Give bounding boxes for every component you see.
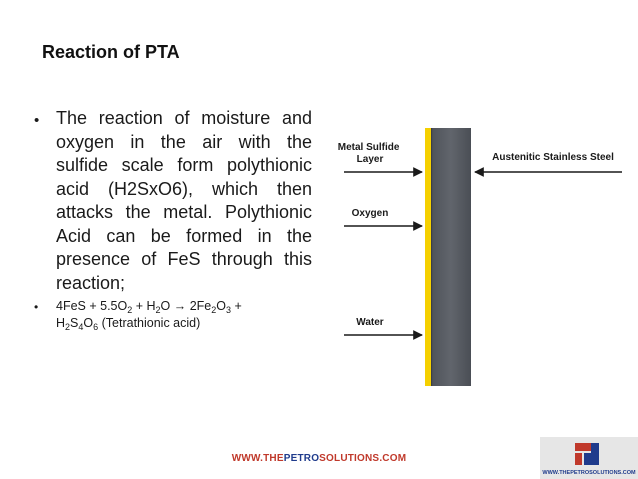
url-part: SOLUTIONS [319, 453, 380, 464]
eq-subscript: 2 [65, 322, 71, 332]
company-logo [540, 437, 638, 479]
logo-text: WWW.THEPETROSOLUTIONS.COM [542, 470, 636, 476]
bullet-item-equation [34, 298, 312, 332]
eq-part: + [231, 299, 242, 313]
steel-plate-edge [431, 128, 432, 386]
bullet-list [34, 107, 312, 332]
chemical-equation [56, 299, 242, 330]
eq-subscript: 4 [78, 322, 84, 332]
eq-part: O → 2Fe [160, 299, 212, 313]
eq-subscript: 6 [93, 322, 99, 332]
url-part: PETRO [283, 453, 320, 464]
label-oxygen: Oxygen [351, 208, 389, 219]
label-water: Water [356, 317, 384, 328]
url-part: WWW.THE [231, 453, 284, 464]
eq-subscript: 2 [155, 305, 161, 315]
metal-sulfide-layer [425, 128, 431, 386]
slide-title: Reaction of PTA [42, 42, 180, 62]
eq-part: 4FeS + 5.5O [56, 299, 128, 313]
url-part: .COM [379, 453, 407, 464]
label-metal-sulfide: Metal Sulfide Layer [337, 142, 400, 165]
bullet-item-reaction [34, 107, 312, 295]
bullet-text: The reaction of moisture and oxygen in the air with the sulfide scale form polythionic acid (H2SxO6), which then attacks the metal. Polythionic Acid can be formed in the presence of FeS through this reaction; [56, 108, 312, 293]
eq-part: + H [132, 299, 156, 313]
eq-part: O [216, 299, 227, 313]
eq-subscript: 2 [211, 305, 217, 315]
bullet-marker: • [34, 300, 39, 314]
eq-part: S [70, 316, 79, 330]
eq-part: (Tetrathionic acid) [98, 316, 201, 330]
pta-diagram [336, 128, 626, 400]
stainless-steel-plate [431, 128, 471, 386]
eq-part: H [56, 316, 66, 330]
eq-part: O [83, 316, 94, 330]
label-austenitic-steel: Austenitic Stainless Steel [492, 152, 614, 163]
bullet-marker: • [34, 112, 40, 129]
eq-subscript: 3 [226, 305, 232, 315]
eq-subscript: 2 [127, 305, 133, 315]
